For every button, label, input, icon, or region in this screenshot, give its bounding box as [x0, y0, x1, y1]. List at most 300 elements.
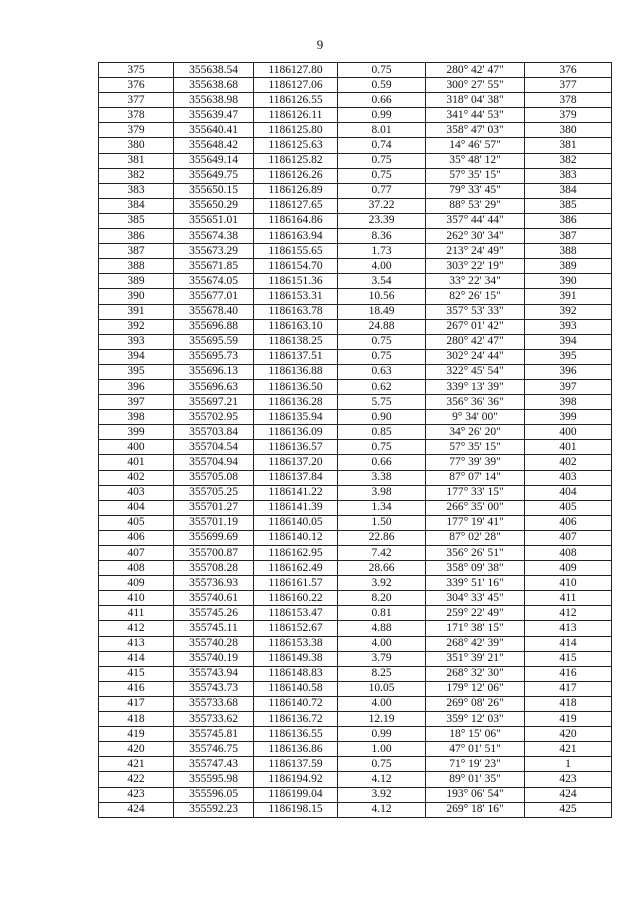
next-point-cell: 384 — [525, 183, 612, 198]
y-coordinate-cell: 1186162.49 — [254, 561, 338, 576]
point-number-cell: 407 — [99, 546, 174, 561]
next-point-cell: 380 — [525, 123, 612, 138]
y-coordinate-cell: 1186163.10 — [254, 319, 338, 334]
point-number-cell: 377 — [99, 93, 174, 108]
next-point-cell: 411 — [525, 591, 612, 606]
x-coordinate-cell: 355696.63 — [174, 379, 254, 394]
distance-cell: 4.00 — [338, 259, 426, 274]
table-row — [99, 515, 612, 530]
table-row — [99, 349, 612, 364]
next-point-cell: 388 — [525, 244, 612, 259]
point-number-cell: 404 — [99, 500, 174, 515]
x-coordinate-cell: 355701.19 — [174, 515, 254, 530]
next-point-cell: 377 — [525, 78, 612, 93]
point-number-cell: 418 — [99, 712, 174, 727]
point-number-cell: 375 — [99, 63, 174, 78]
table-row — [99, 78, 612, 93]
x-coordinate-cell: 355595.98 — [174, 772, 254, 787]
distance-cell: 8.25 — [338, 666, 426, 681]
point-number-cell: 386 — [99, 229, 174, 244]
x-coordinate-cell: 355704.94 — [174, 455, 254, 470]
table-row — [99, 621, 612, 636]
distance-cell: 0.75 — [338, 168, 426, 183]
table-row — [99, 425, 612, 440]
distance-cell: 0.99 — [338, 108, 426, 123]
distance-cell: 4.00 — [338, 636, 426, 651]
bearing-cell: 358° 09' 38" — [426, 561, 525, 576]
x-coordinate-cell: 355701.27 — [174, 500, 254, 515]
table-row — [99, 772, 612, 787]
bearing-cell: 280° 42' 47" — [426, 63, 525, 78]
distance-cell: 4.12 — [338, 802, 426, 817]
table-row — [99, 546, 612, 561]
x-coordinate-cell: 355747.43 — [174, 757, 254, 772]
point-number-cell: 413 — [99, 636, 174, 651]
y-coordinate-cell: 1186161.57 — [254, 576, 338, 591]
distance-cell: 3.54 — [338, 274, 426, 289]
table-row — [99, 666, 612, 681]
next-point-cell: 389 — [525, 259, 612, 274]
distance-cell: 4.00 — [338, 696, 426, 711]
y-coordinate-cell: 1186136.86 — [254, 742, 338, 757]
next-point-cell: 417 — [525, 681, 612, 696]
bearing-cell: 304° 33' 45" — [426, 591, 525, 606]
bearing-cell: 177° 19' 41" — [426, 515, 525, 530]
y-coordinate-cell: 1186163.94 — [254, 229, 338, 244]
bearing-cell: 359° 12' 03" — [426, 712, 525, 727]
x-coordinate-cell: 355700.87 — [174, 546, 254, 561]
bearing-cell: 89° 01' 35" — [426, 772, 525, 787]
next-point-cell: 381 — [525, 138, 612, 153]
distance-cell: 0.75 — [338, 349, 426, 364]
next-point-cell: 424 — [525, 787, 612, 802]
point-number-cell: 424 — [99, 802, 174, 817]
point-number-cell: 396 — [99, 379, 174, 394]
point-number-cell: 408 — [99, 561, 174, 576]
table-row — [99, 440, 612, 455]
next-point-cell: 386 — [525, 213, 612, 228]
x-coordinate-cell: 355673.29 — [174, 244, 254, 259]
x-coordinate-cell: 355736.93 — [174, 576, 254, 591]
x-coordinate-cell: 355596.05 — [174, 787, 254, 802]
point-number-cell: 416 — [99, 681, 174, 696]
bearing-cell: 341° 44' 53" — [426, 108, 525, 123]
y-coordinate-cell: 1186126.26 — [254, 168, 338, 183]
table-row — [99, 681, 612, 696]
distance-cell: 0.63 — [338, 364, 426, 379]
point-number-cell: 411 — [99, 606, 174, 621]
table-row — [99, 410, 612, 425]
table-row — [99, 757, 612, 772]
point-number-cell: 385 — [99, 213, 174, 228]
distance-cell: 8.36 — [338, 229, 426, 244]
point-number-cell: 398 — [99, 410, 174, 425]
x-coordinate-cell: 355638.98 — [174, 93, 254, 108]
point-number-cell: 378 — [99, 108, 174, 123]
bearing-cell: 358° 47' 03" — [426, 123, 525, 138]
next-point-cell: 421 — [525, 742, 612, 757]
distance-cell: 10.56 — [338, 289, 426, 304]
table-row — [99, 259, 612, 274]
next-point-cell: 378 — [525, 93, 612, 108]
x-coordinate-cell: 355740.61 — [174, 591, 254, 606]
y-coordinate-cell: 1186126.11 — [254, 108, 338, 123]
distance-cell: 0.77 — [338, 183, 426, 198]
distance-cell: 3.92 — [338, 787, 426, 802]
distance-cell: 3.79 — [338, 651, 426, 666]
distance-cell: 0.90 — [338, 410, 426, 425]
table-row — [99, 304, 612, 319]
next-point-cell: 385 — [525, 198, 612, 213]
point-number-cell: 420 — [99, 742, 174, 757]
y-coordinate-cell: 1186194.92 — [254, 772, 338, 787]
y-coordinate-cell: 1186135.94 — [254, 410, 338, 425]
next-point-cell: 396 — [525, 364, 612, 379]
coordinates-table-body — [99, 63, 612, 818]
distance-cell: 10.05 — [338, 681, 426, 696]
distance-cell: 22.86 — [338, 530, 426, 545]
bearing-cell: 280° 42' 47" — [426, 334, 525, 349]
y-coordinate-cell: 1186140.05 — [254, 515, 338, 530]
next-point-cell: 408 — [525, 546, 612, 561]
next-point-cell: 423 — [525, 772, 612, 787]
point-number-cell: 403 — [99, 485, 174, 500]
next-point-cell: 401 — [525, 440, 612, 455]
bearing-cell: 339° 51' 16" — [426, 576, 525, 591]
bearing-cell: 356° 26' 51" — [426, 546, 525, 561]
point-number-cell: 412 — [99, 621, 174, 636]
table-row — [99, 289, 612, 304]
x-coordinate-cell: 355746.75 — [174, 742, 254, 757]
bearing-cell: 303° 22' 19" — [426, 259, 525, 274]
table-row — [99, 379, 612, 394]
table-row — [99, 274, 612, 289]
bearing-cell: 57° 35' 15" — [426, 440, 525, 455]
y-coordinate-cell: 1186163.78 — [254, 304, 338, 319]
y-coordinate-cell: 1186126.89 — [254, 183, 338, 198]
next-point-cell: 415 — [525, 651, 612, 666]
next-point-cell: 400 — [525, 425, 612, 440]
x-coordinate-cell: 355651.01 — [174, 213, 254, 228]
table-row — [99, 530, 612, 545]
x-coordinate-cell: 355678.40 — [174, 304, 254, 319]
bearing-cell: 79° 33' 45" — [426, 183, 525, 198]
x-coordinate-cell: 355708.28 — [174, 561, 254, 576]
y-coordinate-cell: 1186154.70 — [254, 259, 338, 274]
point-number-cell: 417 — [99, 696, 174, 711]
bearing-cell: 34° 26' 20" — [426, 425, 525, 440]
point-number-cell: 388 — [99, 259, 174, 274]
table-row — [99, 153, 612, 168]
point-number-cell: 376 — [99, 78, 174, 93]
y-coordinate-cell: 1186125.63 — [254, 138, 338, 153]
bearing-cell: 179° 12' 06" — [426, 681, 525, 696]
y-coordinate-cell: 1186140.72 — [254, 696, 338, 711]
point-number-cell: 394 — [99, 349, 174, 364]
bearing-cell: 318° 04' 38" — [426, 93, 525, 108]
y-coordinate-cell: 1186140.58 — [254, 681, 338, 696]
x-coordinate-cell: 355677.01 — [174, 289, 254, 304]
y-coordinate-cell: 1186125.82 — [254, 153, 338, 168]
point-number-cell: 384 — [99, 198, 174, 213]
table-row — [99, 334, 612, 349]
x-coordinate-cell: 355745.26 — [174, 606, 254, 621]
y-coordinate-cell: 1186136.88 — [254, 364, 338, 379]
x-coordinate-cell: 355705.25 — [174, 485, 254, 500]
bearing-cell: 302° 24' 44" — [426, 349, 525, 364]
distance-cell: 3.98 — [338, 485, 426, 500]
next-point-cell: 413 — [525, 621, 612, 636]
point-number-cell: 406 — [99, 530, 174, 545]
next-point-cell: 409 — [525, 561, 612, 576]
next-point-cell: 395 — [525, 349, 612, 364]
next-point-cell: 399 — [525, 410, 612, 425]
table-row — [99, 123, 612, 138]
distance-cell: 0.85 — [338, 425, 426, 440]
point-number-cell: 400 — [99, 440, 174, 455]
table-row — [99, 727, 612, 742]
x-coordinate-cell: 355649.75 — [174, 168, 254, 183]
table-row — [99, 470, 612, 485]
next-point-cell: 412 — [525, 606, 612, 621]
table-row — [99, 319, 612, 334]
y-coordinate-cell: 1186137.59 — [254, 757, 338, 772]
table-row — [99, 787, 612, 802]
bearing-cell: 171° 38' 15" — [426, 621, 525, 636]
bearing-cell: 14° 46' 57" — [426, 138, 525, 153]
next-point-cell: 393 — [525, 319, 612, 334]
next-point-cell: 392 — [525, 304, 612, 319]
table-row — [99, 138, 612, 153]
next-point-cell: 425 — [525, 802, 612, 817]
bearing-cell: 88° 53' 29" — [426, 198, 525, 213]
table-row — [99, 576, 612, 591]
distance-cell: 1.00 — [338, 742, 426, 757]
table-row — [99, 183, 612, 198]
bearing-cell: 193° 06' 54" — [426, 787, 525, 802]
distance-cell: 28.66 — [338, 561, 426, 576]
bearing-cell: 357° 44' 44" — [426, 213, 525, 228]
next-point-cell: 414 — [525, 636, 612, 651]
y-coordinate-cell: 1186137.20 — [254, 455, 338, 470]
distance-cell: 0.75 — [338, 63, 426, 78]
x-coordinate-cell: 355699.69 — [174, 530, 254, 545]
y-coordinate-cell: 1186141.22 — [254, 485, 338, 500]
x-coordinate-cell: 355671.85 — [174, 259, 254, 274]
y-coordinate-cell: 1186160.22 — [254, 591, 338, 606]
bearing-cell: 351° 39' 21" — [426, 651, 525, 666]
x-coordinate-cell: 355639.47 — [174, 108, 254, 123]
y-coordinate-cell: 1186136.09 — [254, 425, 338, 440]
table-row — [99, 395, 612, 410]
table-row — [99, 229, 612, 244]
table-row — [99, 712, 612, 727]
distance-cell: 0.66 — [338, 455, 426, 470]
distance-cell: 24.88 — [338, 319, 426, 334]
y-coordinate-cell: 1186136.57 — [254, 440, 338, 455]
table-row — [99, 591, 612, 606]
x-coordinate-cell: 355648.42 — [174, 138, 254, 153]
point-number-cell: 415 — [99, 666, 174, 681]
table-row — [99, 500, 612, 515]
y-coordinate-cell: 1186136.50 — [254, 379, 338, 394]
x-coordinate-cell: 355743.73 — [174, 681, 254, 696]
y-coordinate-cell: 1186155.65 — [254, 244, 338, 259]
table-row — [99, 213, 612, 228]
table-row — [99, 364, 612, 379]
bearing-cell: 9° 34' 00" — [426, 410, 525, 425]
point-number-cell: 414 — [99, 651, 174, 666]
distance-cell: 0.74 — [338, 138, 426, 153]
next-point-cell: 416 — [525, 666, 612, 681]
bearing-cell: 213° 24' 49" — [426, 244, 525, 259]
table-row — [99, 696, 612, 711]
point-number-cell: 422 — [99, 772, 174, 787]
next-point-cell: 407 — [525, 530, 612, 545]
point-number-cell: 409 — [99, 576, 174, 591]
point-number-cell: 405 — [99, 515, 174, 530]
x-coordinate-cell: 355697.21 — [174, 395, 254, 410]
x-coordinate-cell: 355695.73 — [174, 349, 254, 364]
next-point-cell: 383 — [525, 168, 612, 183]
x-coordinate-cell: 355592.23 — [174, 802, 254, 817]
y-coordinate-cell: 1186127.65 — [254, 198, 338, 213]
bearing-cell: 268° 32' 30" — [426, 666, 525, 681]
distance-cell: 5.75 — [338, 395, 426, 410]
table-row — [99, 168, 612, 183]
next-point-cell: 405 — [525, 500, 612, 515]
point-number-cell: 421 — [99, 757, 174, 772]
table-row — [99, 651, 612, 666]
x-coordinate-cell: 355650.29 — [174, 198, 254, 213]
distance-cell: 1.50 — [338, 515, 426, 530]
x-coordinate-cell: 355740.19 — [174, 651, 254, 666]
y-coordinate-cell: 1186126.55 — [254, 93, 338, 108]
x-coordinate-cell: 355638.54 — [174, 63, 254, 78]
y-coordinate-cell: 1186149.38 — [254, 651, 338, 666]
bearing-cell: 57° 35' 15" — [426, 168, 525, 183]
distance-cell: 0.62 — [338, 379, 426, 394]
bearing-cell: 47° 01' 51" — [426, 742, 525, 757]
bearing-cell: 262° 30' 34" — [426, 229, 525, 244]
bearing-cell: 71° 19' 23" — [426, 757, 525, 772]
next-point-cell: 391 — [525, 289, 612, 304]
y-coordinate-cell: 1186136.28 — [254, 395, 338, 410]
bearing-cell: 357° 53' 33" — [426, 304, 525, 319]
y-coordinate-cell: 1186151.36 — [254, 274, 338, 289]
point-number-cell: 393 — [99, 334, 174, 349]
point-number-cell: 410 — [99, 591, 174, 606]
distance-cell: 23.39 — [338, 213, 426, 228]
next-point-cell: 382 — [525, 153, 612, 168]
point-number-cell: 399 — [99, 425, 174, 440]
bearing-cell: 300° 27' 55" — [426, 78, 525, 93]
next-point-cell: 397 — [525, 379, 612, 394]
y-coordinate-cell: 1186140.12 — [254, 530, 338, 545]
point-number-cell: 419 — [99, 727, 174, 742]
distance-cell: 1.73 — [338, 244, 426, 259]
point-number-cell: 381 — [99, 153, 174, 168]
coordinates-table — [98, 62, 612, 818]
table-row — [99, 606, 612, 621]
point-number-cell: 397 — [99, 395, 174, 410]
bearing-cell: 177° 33' 15" — [426, 485, 525, 500]
y-coordinate-cell: 1186137.51 — [254, 349, 338, 364]
x-coordinate-cell: 355704.54 — [174, 440, 254, 455]
table-row — [99, 455, 612, 470]
distance-cell: 0.75 — [338, 334, 426, 349]
bearing-cell: 339° 13' 39" — [426, 379, 525, 394]
y-coordinate-cell: 1186137.84 — [254, 470, 338, 485]
distance-cell: 0.75 — [338, 757, 426, 772]
bearing-cell: 87° 07' 14" — [426, 470, 525, 485]
table-row — [99, 742, 612, 757]
point-number-cell: 395 — [99, 364, 174, 379]
point-number-cell: 379 — [99, 123, 174, 138]
bearing-cell: 266° 35' 00" — [426, 500, 525, 515]
bearing-cell: 268° 42' 39" — [426, 636, 525, 651]
x-coordinate-cell: 355649.14 — [174, 153, 254, 168]
bearing-cell: 87° 02' 28" — [426, 530, 525, 545]
bearing-cell: 267° 01' 42" — [426, 319, 525, 334]
point-number-cell: 402 — [99, 470, 174, 485]
distance-cell: 3.92 — [338, 576, 426, 591]
point-number-cell: 401 — [99, 455, 174, 470]
point-number-cell: 389 — [99, 274, 174, 289]
x-coordinate-cell: 355733.62 — [174, 712, 254, 727]
distance-cell: 0.75 — [338, 440, 426, 455]
x-coordinate-cell: 355696.88 — [174, 319, 254, 334]
y-coordinate-cell: 1186127.06 — [254, 78, 338, 93]
point-number-cell: 423 — [99, 787, 174, 802]
bearing-cell: 33° 22' 34" — [426, 274, 525, 289]
distance-cell: 0.59 — [338, 78, 426, 93]
y-coordinate-cell: 1186136.72 — [254, 712, 338, 727]
next-point-cell: 419 — [525, 712, 612, 727]
x-coordinate-cell: 355705.08 — [174, 470, 254, 485]
x-coordinate-cell: 355703.84 — [174, 425, 254, 440]
x-coordinate-cell: 355745.11 — [174, 621, 254, 636]
bearing-cell: 259° 22' 49" — [426, 606, 525, 621]
distance-cell: 3.38 — [338, 470, 426, 485]
bearing-cell: 35° 48' 12" — [426, 153, 525, 168]
table-row — [99, 636, 612, 651]
table-row — [99, 198, 612, 213]
x-coordinate-cell: 355745.81 — [174, 727, 254, 742]
point-number-cell: 380 — [99, 138, 174, 153]
next-point-cell: 1 — [525, 757, 612, 772]
point-number-cell: 392 — [99, 319, 174, 334]
y-coordinate-cell: 1186199.04 — [254, 787, 338, 802]
point-number-cell: 382 — [99, 168, 174, 183]
distance-cell: 0.75 — [338, 153, 426, 168]
x-coordinate-cell: 355696.13 — [174, 364, 254, 379]
next-point-cell: 390 — [525, 274, 612, 289]
y-coordinate-cell: 1186153.38 — [254, 636, 338, 651]
bearing-cell: 77° 39' 39" — [426, 455, 525, 470]
y-coordinate-cell: 1186125.80 — [254, 123, 338, 138]
x-coordinate-cell: 355702.95 — [174, 410, 254, 425]
next-point-cell: 398 — [525, 395, 612, 410]
y-coordinate-cell: 1186153.31 — [254, 289, 338, 304]
next-point-cell: 420 — [525, 727, 612, 742]
x-coordinate-cell: 355674.05 — [174, 274, 254, 289]
next-point-cell: 394 — [525, 334, 612, 349]
point-number-cell: 390 — [99, 289, 174, 304]
table-row — [99, 108, 612, 123]
bearing-cell: 269° 18' 16" — [426, 802, 525, 817]
x-coordinate-cell: 355695.59 — [174, 334, 254, 349]
